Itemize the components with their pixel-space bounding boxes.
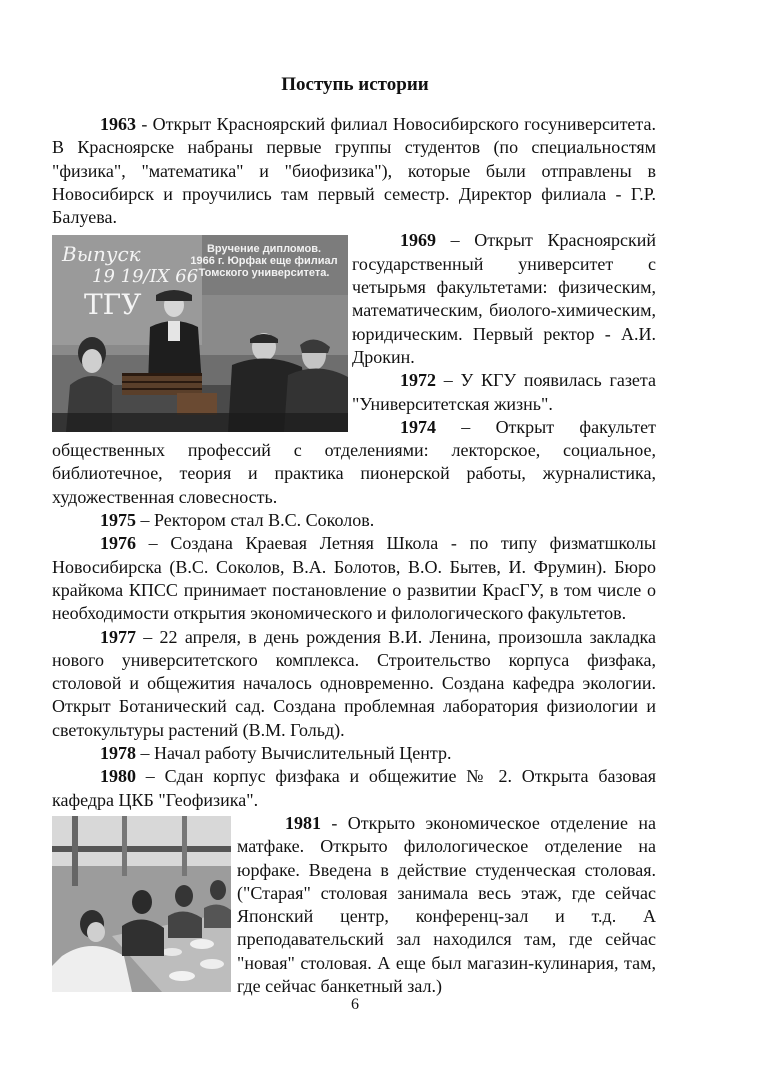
entry-text: У КГУ появилась газета "Университетская жизнь". [352,370,656,414]
entry-year: 1963 [100,114,136,134]
entry-year: 1978 [100,743,136,764]
entry-1963 [52,113,656,229]
entry-year: 1974 [400,416,436,437]
entry-dash: – [136,510,154,531]
entry-dash: – [436,416,496,437]
chalk-writing-line3: ТГУ [84,288,142,322]
entry-year: 1972 [400,370,436,391]
entry-year: 1975 [100,510,136,531]
entry-1978 [52,742,656,765]
entry-text: Создана Краевая Летняя Школа - по типу физматшколы Новосибирска (В.С. Соколов, В.А. Болотов, В.О. Бытев, И. Фрумин). Бюро крайкома КПСС принимает постановление о развитии КрасГУ, в том числе о необходимости открытия экономического и филологического факультетов. [52,533,656,624]
entry-text: Открыт Красноярский государственный университет с четырьмя факультетами: физическим, математическим, биолого-химическим, юридическим. Первый ректор - А.И. Дрокин. [352,230,656,367]
entry-1976 [52,532,656,625]
entry-dash: – [136,743,154,764]
page-title: Поступь истории [281,74,429,95]
entry-text: Сдан корпус физфака и общежитие № 2. Открыта базовая кафедра ЦКБ "Геофизика". [52,766,657,810]
chalk-writing-line1: Выпуск [62,242,141,267]
entry-dash: – [436,230,475,251]
entry-text: Открыт факультет общественных профессий с отделениями: лекторское, социальное, библиотечное, теория и практика пионерской работы, журналистика, художественная словесность. [52,416,656,507]
entry-year: 1969 [400,230,436,251]
photo-caption-line: 1966 г. Юрфак еще филиал [190,255,338,268]
entry-dash: – [136,766,165,787]
entry-text: Начал работу Вычислительный Центр. [154,743,452,764]
entry-1980 [52,765,656,812]
photo-caption [184,243,344,279]
document-body [52,113,656,998]
entry-year: 1981 [285,812,321,833]
chalk-writing-line2: 19 19/IX 66 [92,266,199,288]
canteen-photo [52,816,231,992]
entry-text: 22 апреля, в день рождения В.И. Ленина, произошла закладка нового университетского комплекса. Строительство корпуса физфака, столовой и общежития началось одновременно. Создана кафедра экологии. Открыт Ботанический сад. Создана проблемная лаборатория физиологии и светокультуры растений (В.М. Гольд). [52,626,657,740]
entry-text: Открыто экономическое отделение на матфаке. Открыто филологическое отделение на юрфаке. Введена в действие студенческая столовая. ("Старая" столовая занимала весь этаж, где сейчас Японский центр, конференц-зал и т.д. А преподавательский зал находился там, где сейчас "новая" столовая. А еще был магазин-кулинария, там, где сейчас банкетный зал.) [237,812,656,996]
entry-1975 [52,509,656,532]
page-number: 6 [351,996,359,1013]
entry-dash: – [436,370,461,391]
entry-dash: – [136,626,160,647]
entry-dash: - [321,812,348,833]
entry-text: Открыт Красноярский филиал Новосибирского госуниверситета. В Красноярске набраны первые группы студентов (по специальностям "физика", "математика" и "биофизика"), которые были отправлены в Новосибирск и проучились там первый семестр. Директор филиала - Г.Р. Балуева. [52,114,656,228]
entry-dash: - [136,114,153,134]
entry-dash: – [136,533,171,554]
entry-text: Ректором стал В.С. Соколов. [154,510,375,531]
graduation-photo [52,235,348,432]
entry-year: 1980 [100,766,136,787]
entry-year: 1977 [100,626,136,647]
photo-caption-line: Томского университета. [198,267,330,280]
photo-caption-line: Вручение дипломов. [206,243,322,256]
entry-year: 1976 [100,533,136,554]
canteen-photo-image [52,816,231,992]
entry-1977 [52,626,656,742]
